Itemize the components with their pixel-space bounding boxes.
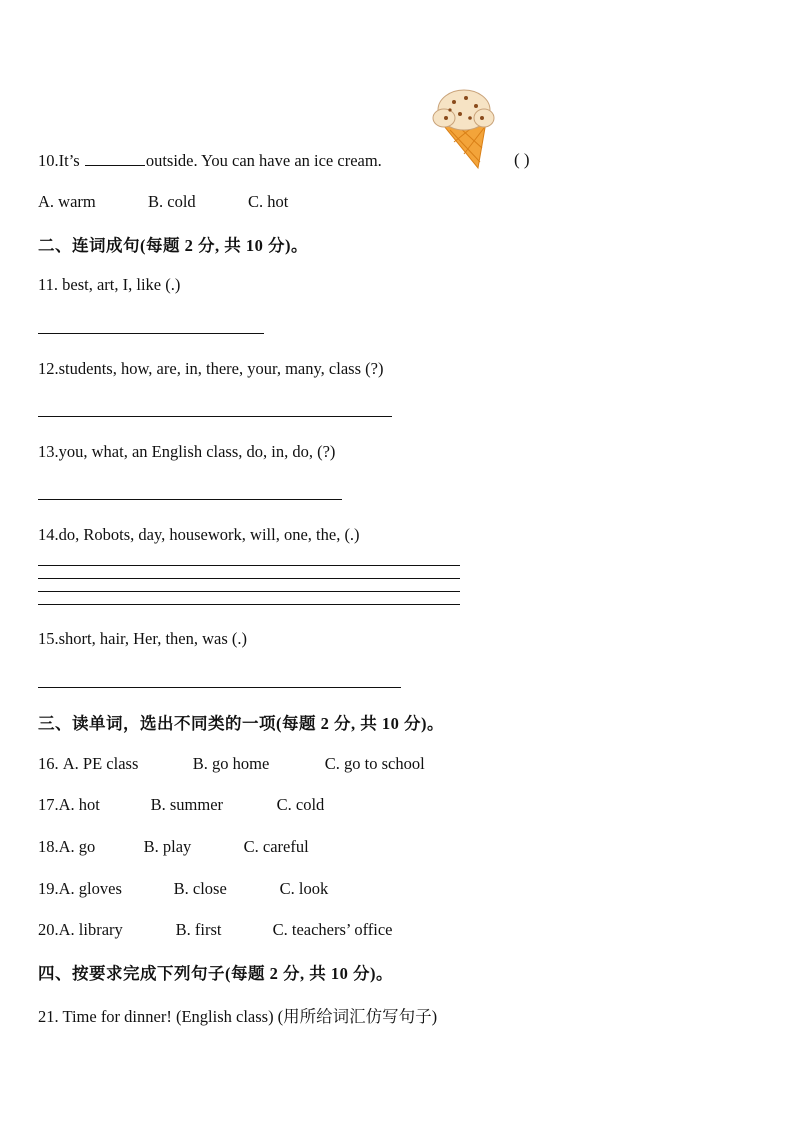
answer-line[interactable]	[38, 499, 342, 500]
q10-options	[38, 192, 288, 212]
answer-line[interactable]	[38, 687, 401, 688]
answer-line[interactable]	[38, 591, 460, 592]
question-12: 12.students, how, are, in, there, your, many, class (?)	[38, 359, 384, 378]
option-a[interactable]: A. gloves	[58, 879, 122, 898]
option-a[interactable]: A. hot	[58, 795, 100, 814]
answer-blank[interactable]	[85, 151, 145, 166]
question-text: It’s	[58, 151, 84, 170]
answer-line[interactable]	[38, 333, 264, 334]
answer-parentheses[interactable]: ( )	[514, 150, 530, 169]
ice-cream-illustration	[430, 84, 498, 170]
answer-line[interactable]	[38, 604, 460, 605]
question-21: 21. Time for dinner! (English class) (用所给词汇仿写句子)	[38, 1007, 438, 1026]
question-10	[38, 151, 382, 171]
option-c[interactable]: C. look	[279, 879, 329, 898]
question-11: 11. best, art, I, like (.)	[38, 275, 181, 294]
question-number: 18.	[38, 837, 59, 856]
option-a[interactable]: A. library	[58, 920, 123, 939]
question-number: 19.	[38, 879, 59, 898]
question-number: 16.	[38, 754, 63, 773]
section-2-heading: 二、连词成句(每题 2 分, 共 10 分)。	[38, 236, 308, 255]
question-13: 13.you, what, an English class, do, in, do, (?)	[38, 442, 336, 461]
option-c[interactable]: C. careful	[243, 837, 309, 856]
option-b[interactable]: B. first	[175, 920, 222, 939]
question-16	[38, 754, 425, 774]
option-b[interactable]: B. close	[173, 879, 227, 898]
option-a[interactable]: A. PE class	[62, 754, 139, 773]
option-a[interactable]: A. go	[58, 837, 96, 856]
answer-line[interactable]	[38, 416, 392, 417]
question-18	[38, 837, 309, 857]
section-4-heading: 四、按要求完成下列句子(每题 2 分, 共 10 分)。	[38, 964, 393, 983]
question-number: 10.	[38, 151, 59, 170]
question-20	[38, 920, 393, 940]
question-number: 20.	[38, 920, 59, 939]
question-19	[38, 879, 328, 899]
answer-line[interactable]	[38, 578, 460, 579]
question-text: outside. You can have an ice cream.	[145, 151, 382, 170]
option-c[interactable]: C. cold	[276, 795, 325, 814]
option-b[interactable]: B. go home	[192, 754, 270, 773]
option-c[interactable]: C. hot	[248, 192, 289, 211]
question-number: 17.	[38, 795, 59, 814]
answer-line[interactable]	[38, 565, 460, 566]
option-a[interactable]: A. warm	[38, 192, 96, 211]
question-15: 15.short, hair, Her, then, was (.)	[38, 629, 247, 648]
option-c[interactable]: C. go to school	[324, 754, 425, 773]
option-b[interactable]: B. play	[143, 837, 192, 856]
question-17	[38, 795, 324, 815]
question-14: 14.do, Robots, day, housework, will, one, the, (.)	[38, 525, 360, 544]
option-b[interactable]: B. cold	[148, 192, 196, 211]
section-3-heading: 三、读单词，选出不同类的一项(每题 2 分, 共 10 分)。	[38, 714, 444, 733]
option-b[interactable]: B. summer	[150, 795, 224, 814]
option-c[interactable]: C. teachers’ office	[272, 920, 393, 939]
